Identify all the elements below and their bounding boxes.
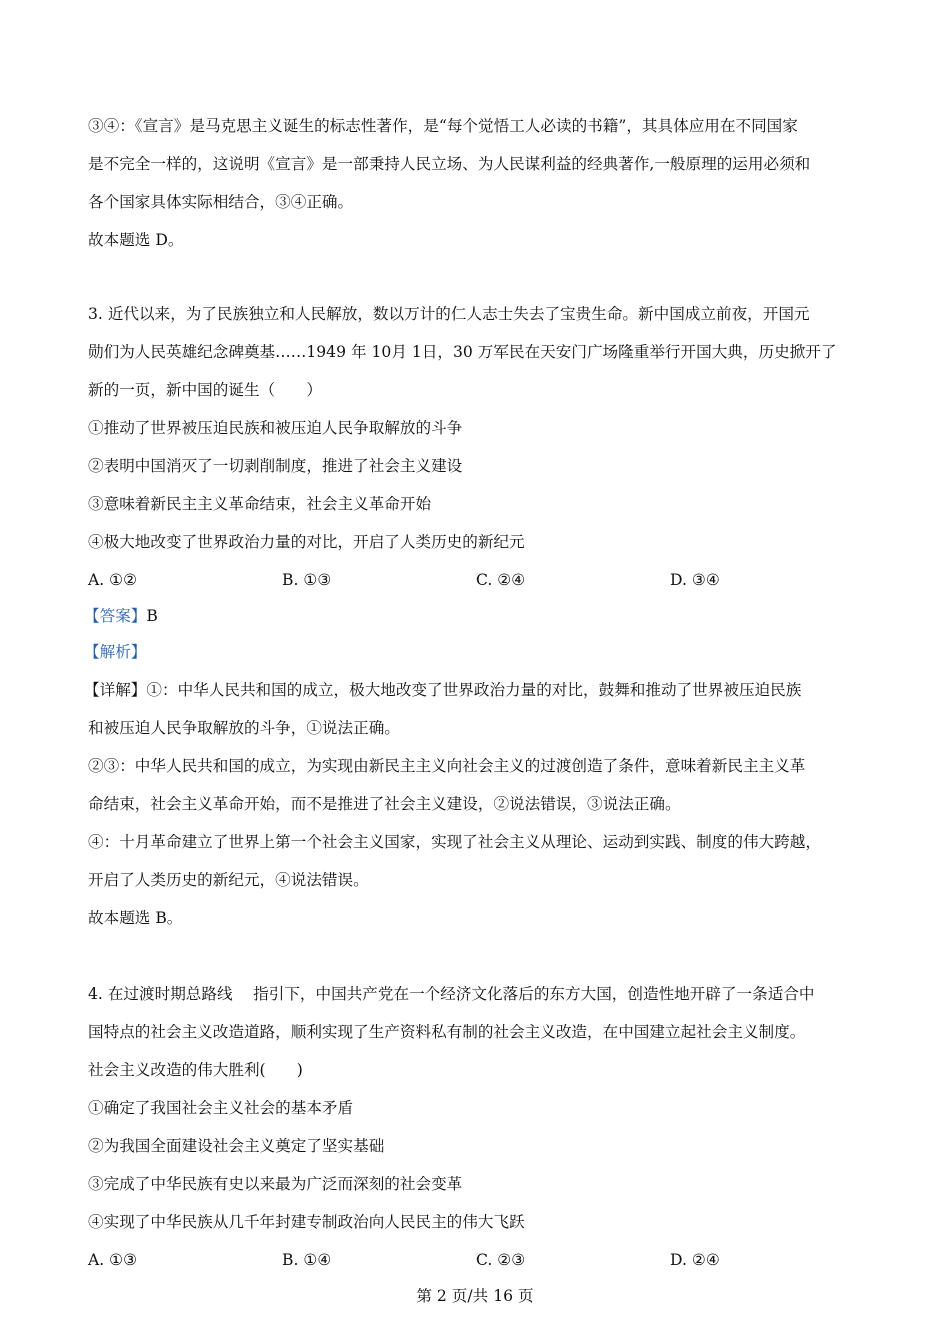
conclusion-line: 故本题选 D。 [88, 231, 184, 249]
analysis-tag: 【解析】 [84, 643, 147, 661]
q3-detail-line [84, 680, 880, 700]
q3-statement-3: ③意味着新民主主义革命结束，社会主义革命开始 [88, 495, 432, 513]
q3-stem-line: 3. 近代以来，为了民族独立和人民解放，数以万计的仁人志士失去了宝贵生命。新中国成立前夜，开国元 [88, 305, 810, 323]
analysis-line: 各个国家具体实际相结合，③④正确。 [88, 193, 354, 211]
q3-stem-line: 勋们为人民英雄纪念碑奠基……1949 年 10月 1日，30 万军民在天安门广场隆重举行开国大典，历史掀开了 [88, 343, 837, 361]
q3-analysis-heading [84, 642, 880, 662]
q4-option-d: D. ②④ [670, 1251, 720, 1269]
q3-detail-line: 和被压迫人民争取解放的斗争，①说法正确。 [88, 719, 400, 737]
page-number: 第 2 页/共 16 页 [416, 1287, 534, 1305]
q3-detail-line: ④：十月革命建立了世界上第一个社会主义国家，实现了社会主义从理论、运动到实践、制度的伟大跨越， [88, 833, 821, 851]
q4-statement-4: ④实现了中华民族从几千年封建专制政治向人民民主的伟大飞跃 [88, 1213, 525, 1231]
q3-statement-1: ①推动了世界被压迫民族和被压迫人民争取解放的斗争 [88, 419, 463, 437]
q3-statement-4: ④极大地改变了世界政治力量的对比，开启了人类历史的新纪元 [88, 533, 525, 551]
q4-statement-3: ③完成了中华民族有史以来最为广泛而深刻的社会变革 [88, 1175, 463, 1193]
q4-statement-1: ①确定了我国社会主义社会的基本矛盾 [88, 1099, 354, 1117]
q4-stem-line: 4. 在过渡时期总路线 指引下，中国共产党在一个经济文化落后的东方大国，创造性地开辟了一条适合中 [88, 985, 815, 1003]
q4-statement-2: ②为我国全面建设社会主义奠定了坚实基础 [88, 1137, 385, 1155]
q4-stem-line: 国特点的社会主义改造道路，顺利实现了生产资料私有制的社会主义改造，在中国建立起社会主义制度。 [88, 1023, 806, 1041]
answer-tag: 【答案】 [84, 607, 147, 625]
q3-detail-line: 开启了人类历史的新纪元，④说法错误。 [88, 871, 369, 889]
q3-statement-2: ②表明中国消灭了一切剥削制度，推进了社会主义建设 [88, 457, 463, 475]
q3-stem-line: 新的一页，新中国的诞生（ ） [88, 381, 322, 399]
q4-option-c: C. ②③ [476, 1251, 526, 1269]
answer-value: B [146, 607, 158, 625]
q3-option-b: B. ①③ [282, 571, 332, 589]
detail-tag: 【详解】 [84, 681, 147, 699]
q3-conclusion: 故本题选 B。 [88, 909, 183, 927]
analysis-line: 是不完全一样的，这说明《宣言》是一部秉持人民立场、为人民谋利益的经典著作,一般原理的运用必须和 [88, 155, 811, 173]
analysis-line: ③④：《宣言》是马克思主义诞生的标志性著作，是“每个觉悟工人必读的书籍”，其具体应用在不同国家 [88, 117, 798, 135]
q3-detail-line: 命结束，社会主义革命开始，而不是推进了社会主义建设，②说法错误，③说法正确。 [88, 795, 681, 813]
q3-option-c: C. ②④ [476, 571, 526, 589]
detail-text: ①：中华人民共和国的成立，极大地改变了世界政治力量的对比，鼓舞和推动了世界被压迫民族 [146, 681, 802, 699]
q3-answer [84, 606, 880, 626]
q3-option-d: D. ③④ [670, 571, 720, 589]
q3-option-a: A. ①② [88, 571, 138, 589]
q4-option-b: B. ①④ [282, 1251, 332, 1269]
q3-detail-line: ②③：中华人民共和国的成立，为实现由新民主主义向社会主义的过渡创造了条件，意味着新民主主义革 [88, 757, 806, 775]
q4-option-a: A. ①③ [88, 1251, 138, 1269]
q4-stem-line: 社会主义改造的伟大胜利( ) [88, 1061, 303, 1079]
